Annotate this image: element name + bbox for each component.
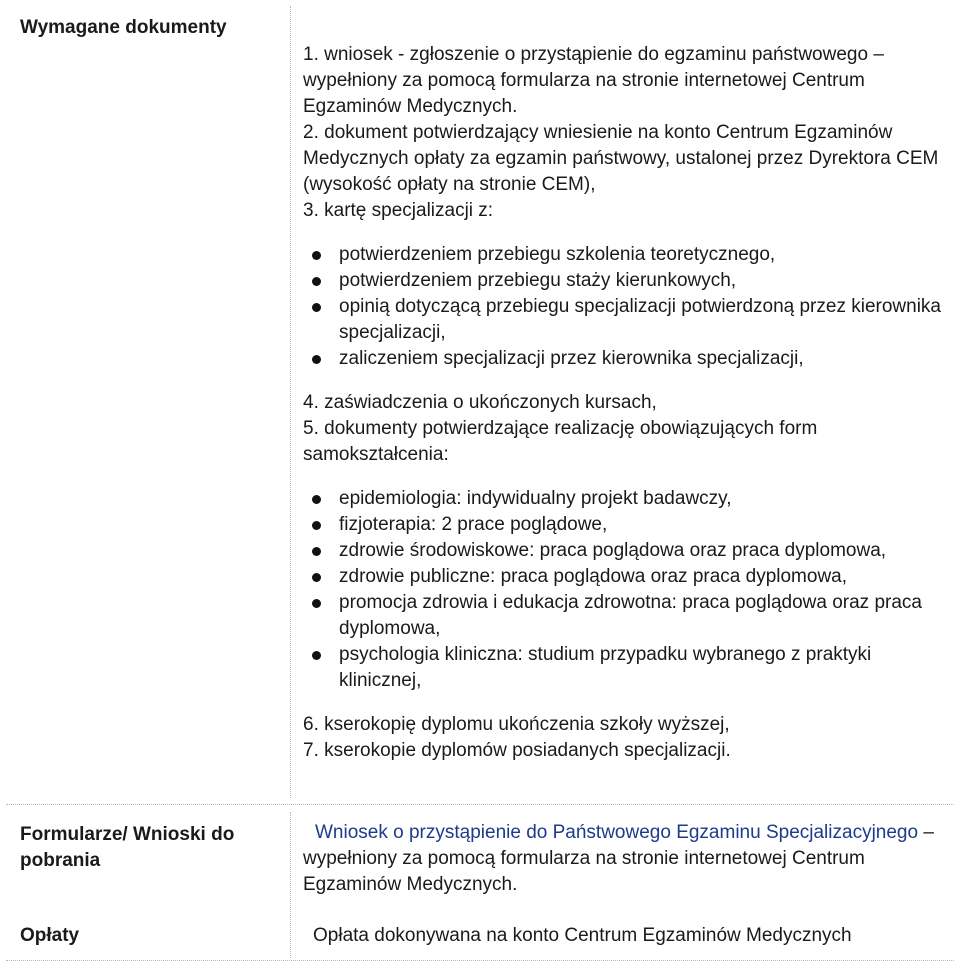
- list-item: psychologia kliniczna: studium przypadku wybranego z praktyki klinicznej,: [339, 642, 953, 694]
- forms-paragraph: [303, 820, 953, 898]
- fees-label: Opłaty: [20, 925, 80, 946]
- list-item: promocja zdrowia i edukacja zdrowotna: praca poglądowa oraz praca dyplomowa,: [339, 590, 953, 642]
- list-item: zaliczeniem specjalizacji przez kierownika specjalizacji,: [339, 346, 953, 372]
- required-documents-label: Wymagane dokumenty: [20, 17, 227, 38]
- row-divider: [6, 960, 954, 961]
- specialization-card-list: [303, 242, 953, 372]
- document-item-4: 4. zaświadczenia o ukończonych kursach,: [303, 392, 657, 413]
- list-item: opinią dotyczącą przebiegu specjalizacji potwierdzoną przez kierownika specjalizacji,: [339, 294, 953, 346]
- list-item: potwierdzeniem przebiegu szkolenia teoretycznego,: [339, 242, 953, 268]
- list-item: zdrowie publiczne: praca poglądowa oraz praca dyplomowa,: [339, 564, 953, 590]
- document-item-3: 3. kartę specjalizacji z:: [303, 200, 494, 221]
- fees-text: Opłata dokonywana na konto Centrum Egzaminów Medycznych: [313, 925, 852, 946]
- document-item-2: 2. dokument potwierdzający wniesienie na konto Centrum Egzaminów Medycznych opłaty za egzamin państwowy, ustalonej przez Dyrektora CEM (wysokość opłaty na stronie CEM),: [303, 122, 939, 195]
- required-documents-content: [303, 42, 953, 764]
- list-item: zdrowie środowiskowe: praca poglądowa oraz praca dyplomowa,: [339, 538, 953, 564]
- application-form-link[interactable]: Wniosek o przystąpienie do Państwowego Egzaminu Specjalizacyjnego: [315, 822, 919, 843]
- list-item: fizjoterapia: 2 prace poglądowe,: [339, 512, 953, 538]
- fees-content: [313, 923, 960, 949]
- document-item-7: 7. kserokopie dyplomów posiadanych specjalizacji.: [303, 740, 731, 761]
- column-divider: [290, 6, 291, 798]
- column-divider: [290, 812, 291, 958]
- document-item-1: 1. wniosek - zgłoszenie o przystąpienie do egzaminu państwowego – wypełniony za pomocą formularza na stronie internetowej Centrum Egzaminów Medycznych.: [303, 44, 884, 117]
- row-divider: [6, 804, 954, 805]
- forms-description: – wypełniony za pomocą formularza na stronie internetowej Centrum Egzaminów Medycznych.: [303, 822, 934, 895]
- forms-content: [303, 820, 953, 898]
- list-item: epidemiologia: indywidualny projekt badawczy,: [339, 486, 953, 512]
- forms-label: Formularze/ Wnioski do pobrania: [20, 824, 235, 871]
- self-education-list: [303, 486, 953, 694]
- document-item-6: 6. kserokopię dyplomu ukończenia szkoły wyższej,: [303, 714, 730, 735]
- list-item: potwierdzeniem przebiegu staży kierunkowych,: [339, 268, 953, 294]
- document-item-5: 5. dokumenty potwierdzające realizację obowiązujących form samokształcenia:: [303, 418, 818, 465]
